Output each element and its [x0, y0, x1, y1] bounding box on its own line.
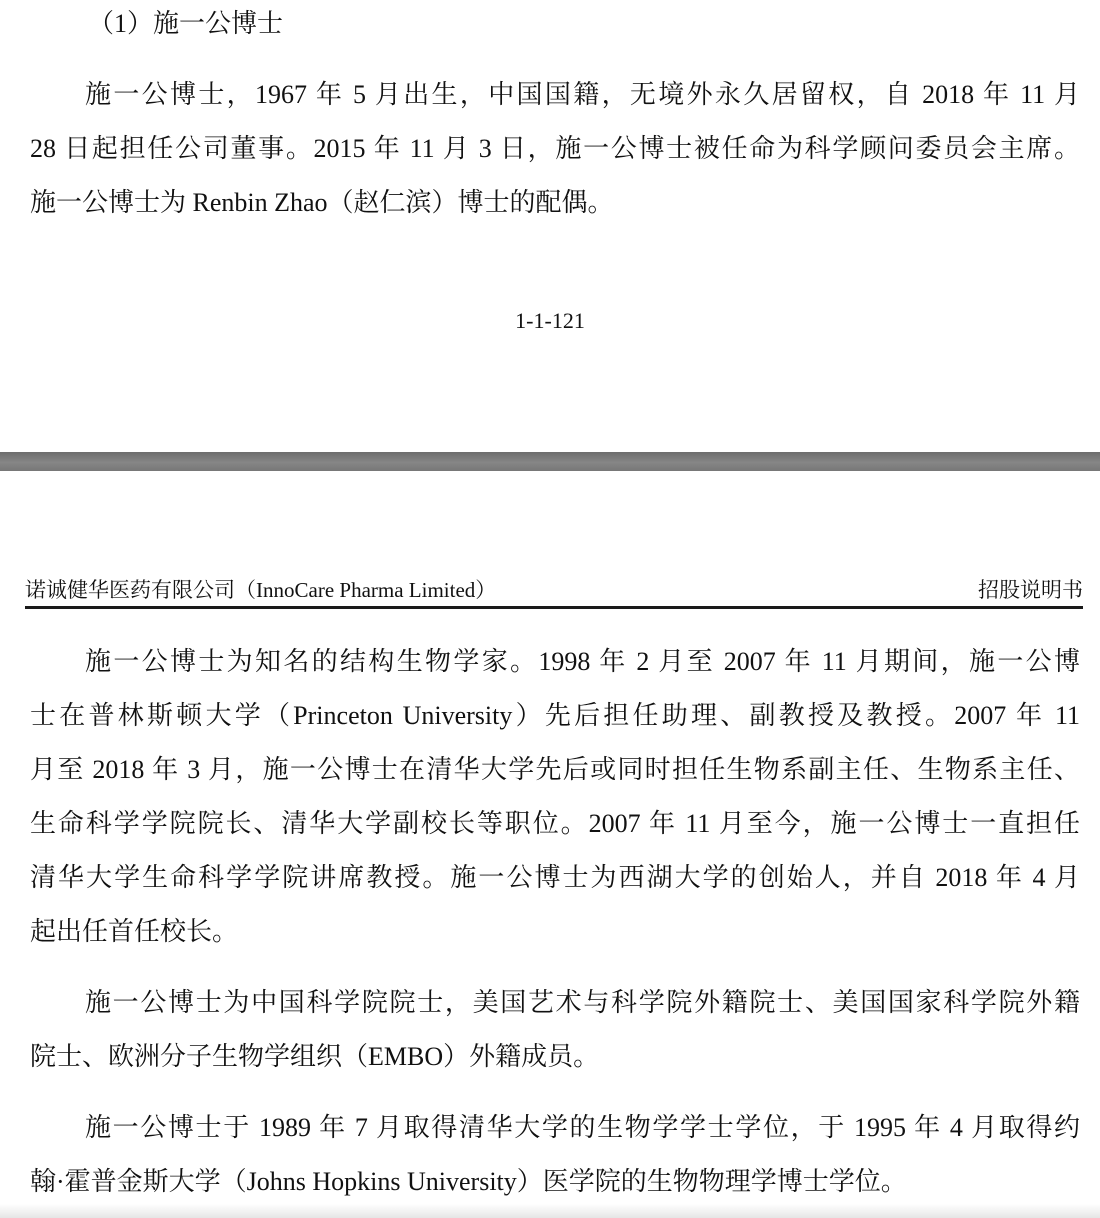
section-heading: （1）施一公博士 [88, 9, 284, 38]
text-line: 施一公博士为知名的结构生物学家。1998 年 2 月至 2007 年 11 月期间，施一公博 [85, 647, 1080, 676]
paragraph [30, 68, 1080, 230]
company-name: 诺诚健华医药有限公司（InnoCare Pharma Limited） [25, 578, 497, 602]
paragraph [30, 976, 1080, 1084]
text-line: 28 日起担任公司董事。2015 年 11 月 3 日，施一公博士被任命为科学顾问委员会主席。 [30, 134, 1080, 163]
text-line: 清华大学生命科学学院讲席教授。施一公博士为西湖大学的创始人，并自 2018 年 4 月 [30, 863, 1080, 892]
text-line: 月至 2018 年 3 月，施一公博士在清华大学先后或同时担任生物系副主任、生物系主任、 [30, 755, 1080, 784]
paragraph [30, 635, 1080, 959]
text-line: 施一公博士为中国科学院院士，美国艺术与科学院外籍院士、美国国家科学院外籍 [85, 988, 1080, 1017]
text-line: 施一公博士于 1989 年 7 月取得清华大学的生物学学士学位，于 1995 年 4 月取得约 [85, 1113, 1080, 1142]
page-separator-bar [0, 452, 1100, 471]
page-header [25, 572, 1083, 608]
text-line: 生命科学学院院长、清华大学副校长等职位。2007 年 11 月至今，施一公博士一直担任 [30, 809, 1080, 838]
bottom-shadow [0, 1204, 1100, 1218]
doc-type-label: 招股说明书 [978, 578, 1083, 602]
text-line: 起出任首任校长。 [30, 917, 239, 946]
text-line: 施一公博士，1967 年 5 月出生，中国国籍，无境外永久居留权，自 2018 年 11 月 [85, 80, 1080, 109]
text-line: 施一公博士为 Renbin Zhao（赵仁滨）博士的配偶。 [30, 188, 614, 217]
text-line: 翰·霍普金斯大学（Johns Hopkins University）医学院的生物物理学博士学位。 [30, 1167, 907, 1196]
header-rule [25, 606, 1083, 609]
paragraph [30, 1101, 1080, 1209]
text-line: 院士、欧洲分子生物学组织（EMBO）外籍成员。 [30, 1042, 600, 1071]
text-line: 士在普林斯顿大学（Princeton University）先后担任助理、副教授及教授。2007 年 11 [30, 701, 1080, 730]
page-number: 1-1-121 [515, 308, 585, 333]
